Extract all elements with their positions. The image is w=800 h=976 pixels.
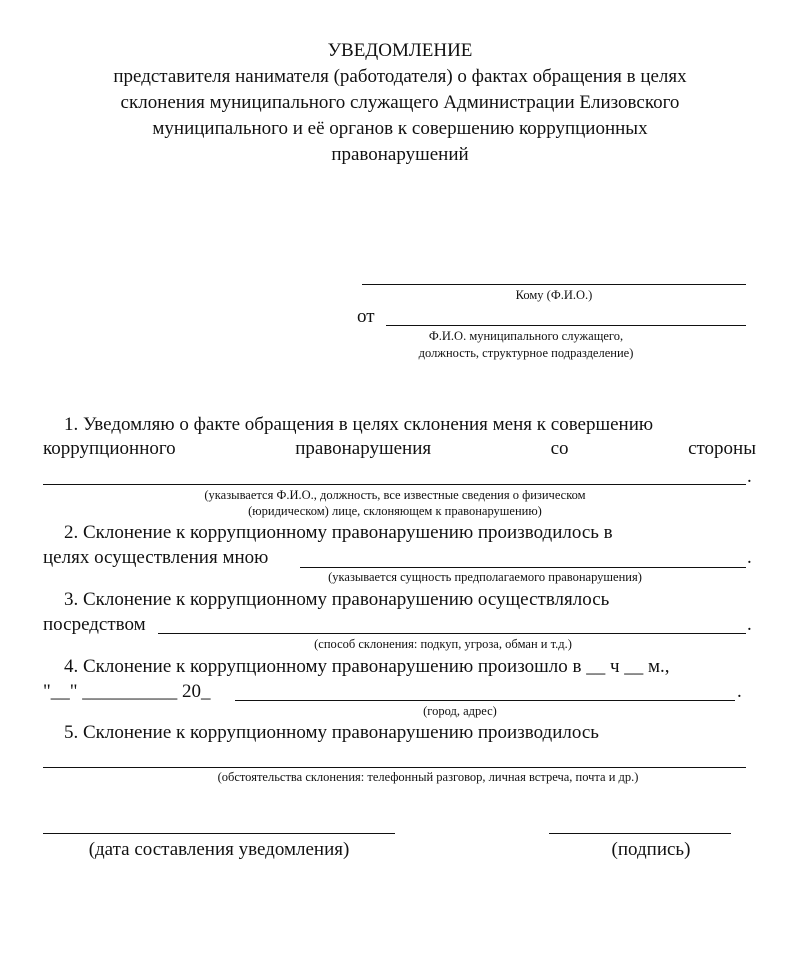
item-1-fill-line[interactable] — [43, 484, 746, 485]
item-2-fill-line[interactable] — [300, 567, 746, 568]
item-3-line-1: 3. Склонение к коррупционному правонарушению осуществлялось — [64, 589, 610, 610]
from-caption-1: Ф.И.О. муниципального служащего, — [428, 329, 624, 343]
item-4-date: "__" __________ 20_ — [43, 681, 211, 702]
signature-caption: (подпись) — [611, 839, 691, 860]
item-4-period: . — [737, 681, 742, 702]
item-1-word-2: правонарушения — [295, 438, 432, 459]
item-2-caption: (указывается сущность предполагаемого правонарушения) — [328, 570, 642, 584]
item-1-line-1: 1. Уведомляю о факте обращения в целях склонения меня к совершению — [64, 414, 654, 435]
item-1-line-2 — [43, 438, 756, 460]
item-1-word-4: стороны — [688, 438, 756, 459]
from-caption-2: должность, структурное подразделение) — [418, 346, 634, 360]
subtitle-line-3: муниципального и её органов к совершению коррупционных — [152, 118, 648, 139]
item-4-line-1: 4. Склонение к коррупционному правонарушению произошло в __ ч __ м., — [64, 656, 670, 677]
item-4-place-line[interactable] — [235, 700, 735, 701]
item-1-word-3: со — [550, 438, 569, 459]
item-2-start: целях осуществления мною — [43, 547, 269, 568]
item-3-period: . — [747, 614, 752, 635]
item-2-period: . — [747, 547, 752, 568]
date-line[interactable] — [43, 833, 395, 834]
item-1-caption-1: (указывается Ф.И.О., должность, все известные сведения о физическом — [204, 488, 586, 502]
to-caption: Кому (Ф.И.О.) — [515, 288, 593, 302]
item-1-caption-2: (юридическом) лице, склоняющем к правонарушению) — [248, 504, 542, 518]
item-4-caption: (город, адрес) — [423, 704, 497, 718]
item-2-line-1: 2. Склонение к коррупционному правонарушению производилось в — [64, 522, 613, 543]
subtitle-line-2: склонения муниципального служащего Администрации Елизовского — [120, 92, 680, 113]
item-3-start: посредством — [43, 614, 146, 635]
item-3-fill-line[interactable] — [158, 633, 746, 634]
from-name-line[interactable] — [386, 325, 746, 326]
to-name-line[interactable] — [362, 284, 746, 285]
document-title: УВЕДОМЛЕНИЕ — [327, 40, 473, 61]
from-label: от — [357, 306, 375, 327]
item-1-period: . — [747, 466, 752, 487]
item-5-line-1: 5. Склонение к коррупционному правонарушению производилось — [64, 722, 599, 743]
item-3-caption: (способ склонения: подкуп, угроза, обман и т.д.) — [314, 637, 572, 651]
item-5-fill-line[interactable] — [43, 767, 746, 768]
item-5-caption: (обстоятельства склонения: телефонный разговор, личная встреча, почта и др.) — [217, 770, 639, 784]
signature-line[interactable] — [549, 833, 731, 834]
subtitle-line-1: представителя нанимателя (работодателя) о фактах обращения в целях — [113, 66, 687, 87]
item-1-word-1: коррупционного — [43, 438, 176, 459]
date-caption: (дата составления уведомления) — [88, 839, 350, 860]
subtitle-line-4: правонарушений — [331, 144, 469, 165]
